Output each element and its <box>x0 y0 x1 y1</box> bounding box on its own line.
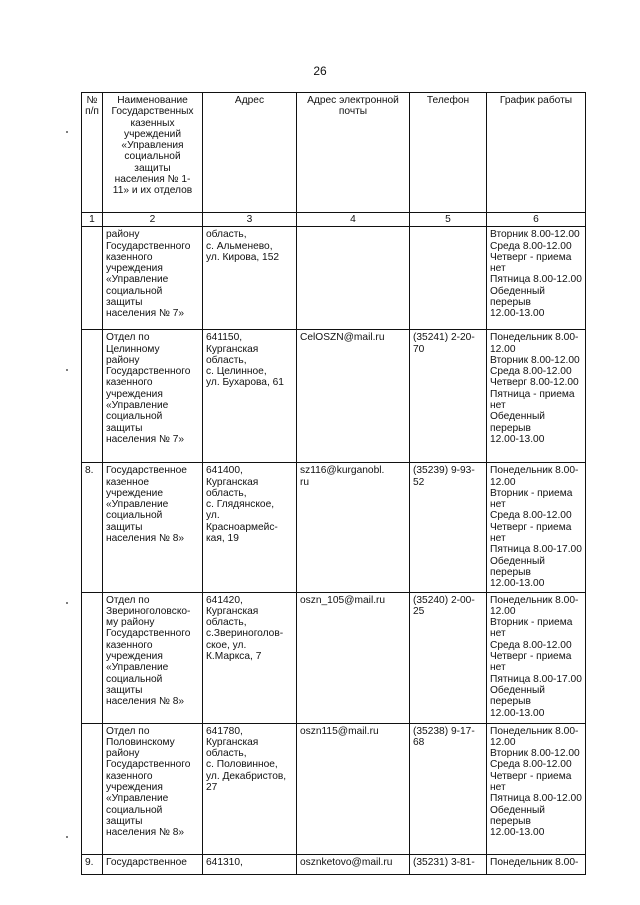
institution-name: Государственное <box>103 854 203 874</box>
table-row <box>82 330 586 463</box>
table-row <box>82 463 586 592</box>
table-row <box>82 227 586 330</box>
header-institution-name: Наименование Государственных казенных учреждений «Управления социальной защиты населения № 1- 11» и их отделов <box>103 93 203 213</box>
institution-name: району Государственного казенного учреждения «Управление социальной защиты населения № 7» <box>103 227 203 330</box>
phone <box>410 227 487 330</box>
row-number: 9. <box>82 854 103 874</box>
row-number <box>82 227 103 330</box>
column-number: 4 <box>297 213 410 227</box>
table-row <box>82 854 586 874</box>
address: 641310, <box>203 854 297 874</box>
address: 641780, Курганская область, с. Половинное, ул. Декабристов, 27 <box>203 723 297 854</box>
institution-name: Отдел по Половинскому району Государственного казенного учреждения «Управление социальной защиты населения № 8» <box>103 723 203 854</box>
schedule: Понедельник 8.00- 12.00 Вторник - приема нет Среда 8.00-12.00 Четверг - приема нет Пятница 8.00-17.00 Обеденный перерыв 12.00-13.00 <box>487 592 586 723</box>
address: 641420, Курганская область, с.Звериноголов- ское, ул. К.Маркса, 7 <box>203 592 297 723</box>
header-schedule: График работы <box>487 93 586 213</box>
scan-dot <box>66 369 68 371</box>
scan-dot <box>66 602 68 604</box>
header-number: № п/п <box>82 93 103 213</box>
header-address: Адрес <box>203 93 297 213</box>
email: CelOSZN@mail.ru <box>297 330 410 463</box>
column-number: 3 <box>203 213 297 227</box>
institution-name: Отдел по Целинному району Государственного казенного учреждения «Управление социальной защиты населения № 7» <box>103 330 203 463</box>
header-phone: Телефон <box>410 93 487 213</box>
header-email: Адрес электронной почты <box>297 93 410 213</box>
row-number <box>82 592 103 723</box>
address: область, с. Альменево, ул. Кирова, 152 <box>203 227 297 330</box>
column-number-row <box>82 213 586 227</box>
schedule: Понедельник 8.00- 12.00 Вторник 8.00-12.00 Среда 8.00-12.00 Четверг 8.00-12.00 Пятница - приема нет Обеденный перерыв 12.00-13.00 <box>487 330 586 463</box>
institution-name: Отдел по Звериноголовско- му району Государственного казенного учреждения «Управление социальной защиты населения № 8» <box>103 592 203 723</box>
row-number: 8. <box>82 463 103 592</box>
column-number: 6 <box>487 213 586 227</box>
column-number: 1 <box>82 213 103 227</box>
email: sz116@kurganobl. ru <box>297 463 410 592</box>
phone: (35241) 2-20- 70 <box>410 330 487 463</box>
email: oszn115@mail.ru <box>297 723 410 854</box>
address: 641150, Курганская область, с. Целинное, ул. Бухарова, 61 <box>203 330 297 463</box>
institution-name: Государственное казенное учреждение «Управление социальной защиты населения № 8» <box>103 463 203 592</box>
table-row <box>82 723 586 854</box>
schedule: Вторник 8.00-12.00 Среда 8.00-12.00 Четверг - приема нет Пятница 8.00-12.00 Обеденный перерыв 12.00-13.00 <box>487 227 586 330</box>
table-header-row <box>82 93 586 213</box>
phone: (35239) 9-93- 52 <box>410 463 487 592</box>
email: oszn_105@mail.ru <box>297 592 410 723</box>
column-number: 2 <box>103 213 203 227</box>
phone: (35231) 3-81- <box>410 854 487 874</box>
table-row <box>82 592 586 723</box>
column-number: 5 <box>410 213 487 227</box>
schedule: Понедельник 8.00- 12.00 Вторник 8.00-12.00 Среда 8.00-12.00 Четверг - приема нет Пятница 8.00-12.00 Обеденный перерыв 12.00-13.00 <box>487 723 586 854</box>
email: osznketovo@mail.ru <box>297 854 410 874</box>
schedule: Понедельник 8.00- 12.00 Вторник - приема нет Среда 8.00-12.00 Четверг - приема нет Пятница 8.00-17.00 Обеденный перерыв 12.00-13.00 <box>487 463 586 592</box>
row-number <box>82 723 103 854</box>
scan-dot <box>66 131 68 133</box>
email <box>297 227 410 330</box>
page-number: 26 <box>313 64 327 78</box>
phone: (35238) 9-17- 68 <box>410 723 487 854</box>
scan-dot <box>66 836 68 838</box>
phone: (35240) 2-00- 25 <box>410 592 487 723</box>
address: 641400, Курганская область, с. Глядянское, ул. Красноармейс- кая, 19 <box>203 463 297 592</box>
schedule: Понедельник 8.00- <box>487 854 586 874</box>
institutions-table <box>81 92 586 875</box>
row-number <box>82 330 103 463</box>
